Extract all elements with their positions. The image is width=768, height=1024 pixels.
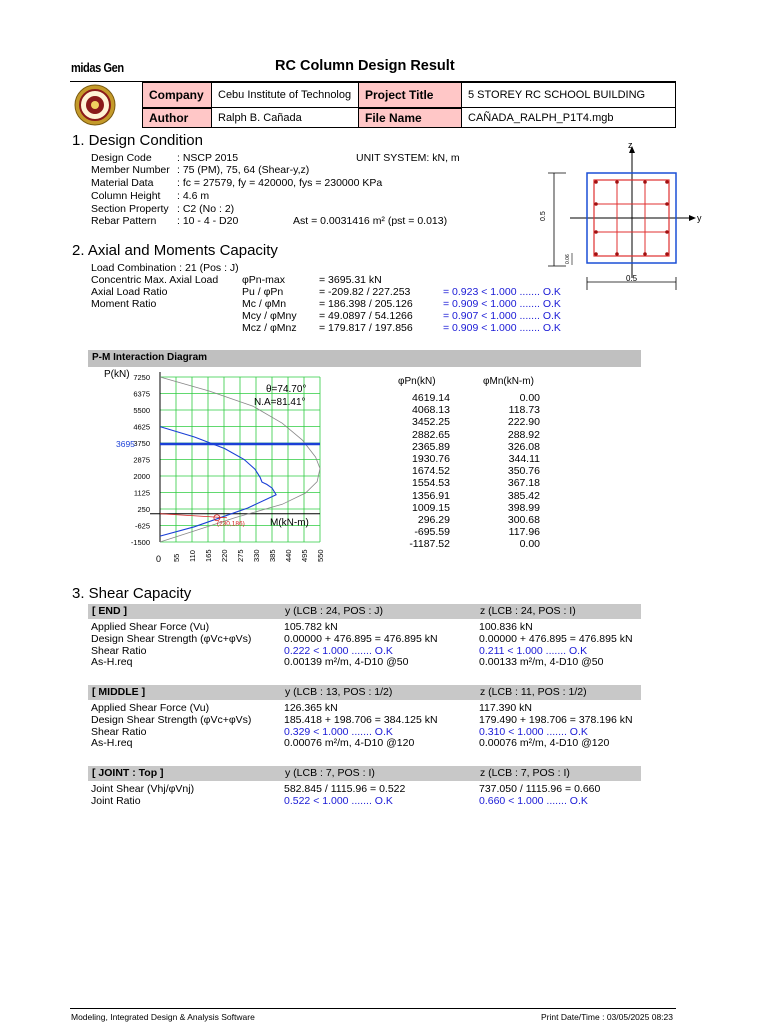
shear-row-y-value: 105.782 kN [284, 621, 338, 633]
design-point-ray [160, 514, 227, 518]
shear-block-y-head: y (LCB : 24, POS : J) [285, 605, 384, 617]
shear-row-y-value: 0.00000 + 476.895 = 476.895 kN [284, 632, 438, 645]
am-row-ratio: = 0.923 < 1.000 ....... O.K [443, 286, 561, 298]
table-cell-phipn: 1674.52 [412, 465, 450, 478]
table-cell-phipn: 4619.14 [412, 392, 450, 404]
shear-row-label: Shear Ratio [91, 644, 147, 657]
x-tick-label: 440 [284, 549, 293, 562]
shear-row-label: As-H.req [91, 737, 133, 750]
table-cell-phipn: 4068.13 [412, 404, 450, 417]
member-number-value: : 75 (PM), 75, 64 (Shear-y,z) [177, 164, 310, 176]
am-row-symbol: Mcz / φMnz [242, 322, 297, 334]
shear-row-y-value: 0.329 < 1.000 ....... O.K [284, 725, 393, 738]
max-axial-label: 3695 [116, 439, 135, 450]
pm-interaction-chart [88, 368, 388, 568]
shear-row-z-value: 0.211 < 1.000 ....... O.K [479, 644, 588, 657]
design-code-value: : NSCP 2015 [177, 152, 239, 164]
x-tick-label: 110 [188, 550, 197, 562]
table-cell-phipn: 2882.65 [412, 428, 450, 441]
am-row-symbol: Pu / φPn [242, 286, 284, 298]
footer-rule [70, 1008, 676, 1009]
shear-row-label: Shear Ratio [91, 725, 147, 738]
project-title-value: 5 STOREY RC SCHOOL BUILDING [462, 82, 676, 108]
m-axis-label: M(kN-m) [270, 517, 309, 529]
am-row-symbol: Mcy / φMny [242, 310, 297, 322]
am-row-ratio: = 0.907 < 1.000 ....... O.K [443, 310, 561, 322]
company-value: Cebu Institute of Technolog [212, 82, 358, 108]
shear-row-z-value: 737.050 / 1115.96 = 0.660 [479, 783, 601, 795]
table-cell-phipn: 296.29 [417, 514, 450, 526]
x-tick-label: 55 [172, 553, 181, 562]
rebar-pattern-value: : 10 - 4 - D20 [177, 215, 239, 227]
page-title: RC Column Design Result [275, 58, 455, 74]
column-height-value: : 4.6 m [177, 190, 210, 202]
am-row-label: Concentric Max. Axial Load [91, 274, 219, 286]
shear-row-label: Design Shear Strength (φVc+φVs) [91, 632, 252, 645]
rebar-pattern-label: Rebar Pattern [91, 215, 157, 227]
table-cell-phimn: 118.73 [508, 404, 540, 417]
am-row-symbol: φPn-max [242, 274, 285, 286]
section-design-condition: 1. Design Condition [72, 132, 203, 149]
shear-row-z-value: 0.660 < 1.000 ....... O.K [479, 794, 588, 807]
table-cell-phimn: 344.11 [508, 453, 540, 465]
am-row-symbol: Mc / φMn [242, 298, 287, 310]
table-cell-phimn: 117.96 [508, 526, 540, 539]
shear-row-z-value: 0.00076 m²/m, 4-D10 @120 [479, 737, 610, 750]
shear-row-label: As-H.req [91, 656, 133, 669]
am-row-label: Axial Load Ratio [91, 286, 168, 298]
shear-row-z-value: 0.00000 + 476.895 = 476.895 kN [479, 632, 633, 645]
shear-row-z-value: 117.390 kN [479, 702, 532, 714]
project-title-label: Project Title [358, 82, 462, 108]
section-property-label: Section Property [91, 203, 169, 215]
unit-system: UNIT SYSTEM: kN, m [356, 152, 460, 164]
author-value: Ralph B. Cañada [212, 108, 358, 128]
table-cell-phimn: 385.42 [507, 489, 540, 502]
table-cell-phipn: 1930.76 [412, 453, 450, 465]
am-row-ratio: = 0.909 < 1.000 ....... O.K [443, 322, 561, 334]
member-number-label: Member Number [91, 164, 170, 176]
ast-value: Ast = 0.0031416 m² (pst = 0.013) [293, 215, 448, 227]
y-tick-label: -625 [134, 521, 150, 531]
table-cell-phipn: 2365.89 [412, 440, 450, 453]
na-label: N.A=81.41° [254, 397, 306, 408]
shear-row-z-value: 0.00133 m²/m, 4-D10 @50 [479, 656, 604, 669]
file-name-value: CAÑADA_RALPH_P1T4.mgb [462, 108, 676, 128]
load-combination: Load Combination : 21 (Pos : J) [91, 262, 239, 274]
shear-block-z-head: z (LCB : 7, POS : I) [480, 767, 570, 779]
shear-row-label: Joint Shear (Vhj/φVnj) [91, 783, 195, 795]
z-axis-label: z [628, 140, 633, 150]
section-property-value: : C2 (No : 2) [177, 203, 235, 215]
x-tick-label: 220 [220, 549, 229, 562]
table-header-phimn: φMn(kN-m) [483, 376, 534, 387]
table-cell-phipn: -1187.52 [409, 538, 450, 551]
shear-row-label: Applied Shear Force (Vu) [91, 621, 210, 633]
p-axis-label: P(kN) [104, 369, 130, 380]
column-height-label: Column Height [91, 190, 161, 202]
x-tick-label: 495 [300, 549, 309, 562]
shear-block-z-head: z (LCB : 11, POS : 1/2) [480, 686, 587, 698]
height-dim-label: 0.5 [540, 211, 547, 221]
shear-block-title: [ JOINT : Top ] [92, 767, 164, 779]
am-row-ratio: = 0.909 < 1.000 ....... O.K [443, 298, 561, 310]
file-name-label: File Name [358, 108, 462, 128]
am-row-value: = 186.398 / 205.126 [319, 298, 413, 310]
shear-row-y-value: 0.522 < 1.000 ....... O.K [284, 794, 393, 807]
shear-row-label: Applied Shear Force (Vu) [91, 702, 210, 714]
shear-row-z-value: 100.836 kN [479, 621, 533, 633]
y-tick-label: 6375 [133, 389, 150, 399]
x-tick-label: 0 [156, 554, 162, 564]
company-label: Company [142, 82, 212, 108]
y-tick-label: -1500 [130, 538, 150, 547]
institution-seal-icon [74, 84, 116, 126]
y-tick-label: 7250 [133, 373, 150, 382]
table-cell-phimn: 0.00 [519, 538, 540, 551]
brand-logo-text: midas Gen [71, 60, 124, 75]
material-label: Material Data [91, 177, 154, 189]
table-cell-phipn: 1009.15 [412, 501, 450, 514]
shear-block-y-head: y (LCB : 7, POS : I) [285, 767, 375, 779]
y-tick-label: 4625 [133, 422, 150, 432]
table-cell-phipn: 3452.25 [412, 416, 450, 429]
cover-dim-label: 0.06 [565, 254, 571, 264]
table-cell-phimn: 0.00 [519, 392, 540, 404]
y-tick-label: 3750 [133, 439, 150, 448]
am-row-value: = -209.82 / 227.253 [319, 286, 411, 298]
y-tick-label: 2875 [133, 455, 150, 465]
shear-block-z-head: z (LCB : 24, POS : I) [480, 605, 576, 617]
am-row-label: Moment Ratio [91, 298, 157, 310]
table-cell-phimn: 367.18 [507, 477, 540, 490]
y-tick-label: 1125 [133, 488, 150, 498]
shear-row-y-value: 0.00139 m²/m, 4-D10 @50 [284, 656, 409, 669]
author-label: Author [142, 108, 212, 128]
y-tick-label: 5500 [133, 406, 150, 415]
shear-row-z-value: 179.490 + 198.706 = 378.196 kN [479, 713, 633, 726]
shear-row-label: Joint Ratio [91, 794, 141, 807]
footer-software: Modeling, Integrated Design & Analysis Software [71, 1012, 255, 1022]
x-tick-label: 550 [316, 549, 325, 562]
x-tick-label: 385 [268, 549, 277, 562]
table-cell-phimn: 300.68 [507, 514, 540, 526]
material-value: : fc = 27579, fy = 420000, fys = 230000 KPa [177, 177, 383, 189]
table-cell-phimn: 222.90 [507, 416, 540, 429]
table-cell-phimn: 326.08 [507, 440, 540, 453]
x-tick-label: 275 [236, 549, 245, 562]
width-dim-label: 0.5 [626, 274, 638, 283]
table-cell-phipn: -695.59 [414, 526, 450, 539]
shear-block-y-head: y (LCB : 13, POS : 1/2) [285, 686, 393, 698]
y-axis-label: y [697, 213, 702, 223]
shear-block-title: [ END ] [92, 605, 127, 617]
table-cell-phipn: 1554.53 [412, 477, 450, 490]
design-code-label: Design Code [91, 152, 152, 164]
section-shear-capacity: 3. Shear Capacity [72, 585, 192, 602]
theta-label: θ=74.70° [266, 384, 307, 395]
shear-row-label: Design Shear Strength (φVc+φVs) [91, 713, 252, 726]
x-tick-label: 330 [252, 549, 261, 562]
table-cell-phimn: 398.99 [507, 501, 540, 514]
section-axial-moments: 2. Axial and Moments Capacity [72, 242, 278, 259]
shear-row-y-value: 185.418 + 198.706 = 384.125 kN [284, 713, 438, 726]
shear-row-y-value: 0.222 < 1.000 ....... O.K [284, 644, 393, 657]
shear-row-y-value: 0.00076 m²/m, 4-D10 @120 [284, 737, 415, 750]
design-point-label: (230,186) [216, 520, 245, 528]
y-tick-label: 2000 [133, 472, 150, 481]
pm-diagram-header: P-M Interaction Diagram [88, 350, 641, 367]
table-cell-phipn: 1356.91 [412, 489, 450, 502]
table-header-phipn: φPn(kN) [398, 376, 436, 387]
table-cell-phimn: 350.76 [507, 465, 540, 478]
footer-print-date: Print Date/Time : 03/05/2025 08:23 [541, 1012, 673, 1022]
table-cell-phimn: 288.92 [507, 428, 540, 441]
shear-block-title: [ MIDDLE ] [92, 686, 146, 698]
shear-row-z-value: 0.310 < 1.000 ....... O.K [479, 725, 588, 738]
am-row-value: = 49.0897 / 54.1266 [319, 310, 413, 322]
y-tick-label: 250 [137, 505, 150, 514]
shear-row-y-value: 126.365 kN [284, 702, 338, 714]
column-section-figure [540, 138, 710, 298]
am-row-value: = 3695.31 kN [319, 274, 382, 286]
shear-row-y-value: 582.845 / 1115.96 = 0.522 [284, 783, 406, 795]
am-row-value: = 179.817 / 197.856 [319, 322, 413, 334]
x-tick-label: 165 [204, 549, 213, 562]
